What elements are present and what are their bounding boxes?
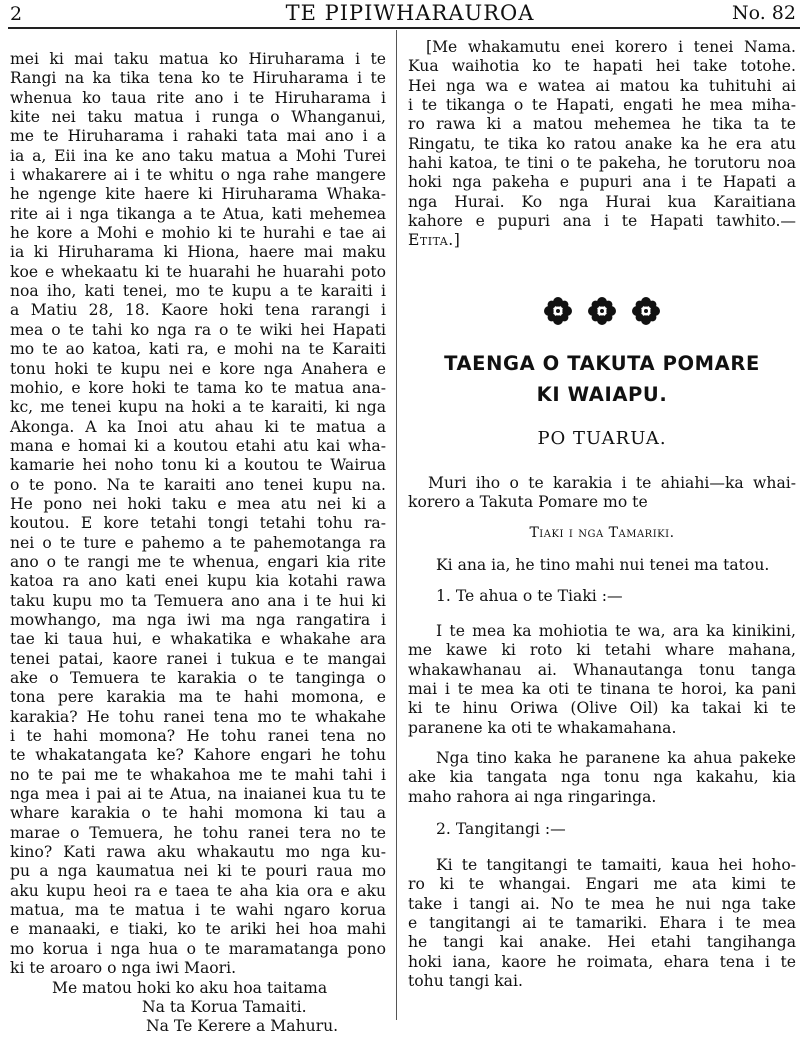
text-line: kino? Kati rawa aku whakautu mo nga ku- xyxy=(10,843,386,862)
text-line: karakia? He tohu ranei tena mo te whakahe xyxy=(10,707,386,726)
text-line: matua, ma te matua i te wahi ngaro korua xyxy=(10,901,386,920)
page-header xyxy=(0,0,806,28)
text-line: kamarie hei noho tonu ki a koutou te Wairua xyxy=(10,456,386,475)
article-subtitle: PO TUARUA. xyxy=(537,428,667,449)
text-line: marae o Temuera, he tohu ranei tera no te xyxy=(10,823,386,842)
text-line: aku kupu heoi ra e taea te aha kia ora e aku xyxy=(10,881,386,900)
issue-number: No. 82 xyxy=(732,2,796,24)
text-line: Hei nga wa e watea ai matou ka tuhituhi ai xyxy=(408,76,796,95)
letter-body xyxy=(10,50,386,979)
flower-ornament-icon xyxy=(587,296,617,326)
text-line: whakawhanau ai. Whanautanga tonu tanga xyxy=(408,660,796,679)
text-line: koutou. E kore tetahi tongi tetahi tohu ra- xyxy=(10,514,386,533)
text-line: nga mea i pai ai te Atua, na inaianei kua tu te xyxy=(10,785,386,804)
text-line: Muri iho o te karakia i te ahiahi—ka whai- xyxy=(428,474,796,492)
text-line: mea o te tahi ko nga ra o te wiki hei Hapati xyxy=(10,320,386,339)
text-line: pu a nga kaumatua nei ki te pouri raua mo xyxy=(10,862,386,881)
text-line: mowhango, ma nga iwi ma nga rangatira i xyxy=(10,610,386,629)
text-line: whenua ko taua rite ano i te Hiruharama i xyxy=(10,88,386,107)
section1-paragraph-2 xyxy=(408,749,796,807)
text-line: tae ki taua hui, e whakatika e whakahe ara xyxy=(10,630,386,649)
text-line: e tangitangi ai te tamariki. Ehara i te mea xyxy=(408,914,796,933)
text-line: ia ki Hiruharama ki Hiona, haere mai maku xyxy=(10,243,386,262)
article-title: TAENGA O TAKUTA POMARE xyxy=(444,352,760,375)
text-line: mana e homai ki a koutou etahi atu kai wha- xyxy=(10,436,386,455)
left-column xyxy=(10,50,386,1037)
signoff-line: Me matou hoki ko aku hoa taitama xyxy=(52,978,328,997)
ornament-row xyxy=(408,296,796,330)
text-line: he kore a Mohi e mohio ki te hurahi e tae ai xyxy=(10,224,386,243)
text-line: mo korua i nga hua o te maramatanga pono xyxy=(10,939,386,958)
intro-statement: Ki ana ia, he tino mahi nui tenei ma tatou. xyxy=(436,556,770,574)
flower-ornament-icon xyxy=(543,296,573,326)
text-line: taku kupu mo ta Temuera ano ana i te hui ki xyxy=(10,591,386,610)
text-line: koe e whekaatu ki te huarahi he huarahi poto xyxy=(10,262,386,281)
topic-heading: Tiaki i nga Tamariki. xyxy=(529,525,675,541)
text-line: e manaaki, e tiaki, ko te ariki hei hoa mahi xyxy=(10,920,386,939)
text-line: ki te aroaro o nga iwi Maori. xyxy=(10,959,237,978)
text-line: nga Hurai. Ko nga Hurai kua Karaitiana xyxy=(408,192,796,211)
text-line: noa iho, kati tenei, mo te kupu a te karaiti i xyxy=(10,282,386,301)
text-line: i te tikanga o te Hapati, engati he mea miha- xyxy=(408,96,796,115)
article-title: KI WAIAPU. xyxy=(536,383,668,406)
text-line: maho rahora ai nga ringaringa. xyxy=(408,787,657,806)
text-line: hahi katoa, te tini o te pakeha, he torutoru noa xyxy=(408,154,796,173)
text-line: Akonga. A ka Inoi atu ahau ki te matua a xyxy=(10,417,386,436)
text-line: mohio, e kore hoki te tama ko te matua ana- xyxy=(10,378,386,397)
text-line: tonu hoki te kupu nei e kore nga Anahera e xyxy=(10,359,386,378)
text-line: ake o Temuera te karakia o te tanginga o xyxy=(10,669,386,687)
text-line: Ki te tangitangi te tamaiti, kaua hei hoho- xyxy=(436,856,796,874)
journal-title: TE PIPIWHARAUROA xyxy=(285,1,535,25)
text-line: tona pere karakia ma te hahi momona, e xyxy=(10,688,386,707)
text-line: ia a, Eii ina ke ano taku matua a Mohi Turei xyxy=(10,146,386,165)
text-line: he tangi kai anake. Hei etahi tangihanga xyxy=(408,933,796,952)
signoff-line: Na Te Kerere a Mahuru. xyxy=(146,1017,339,1036)
text-line: kite nei taku matua i runga o Whanganui, xyxy=(10,108,386,127)
text-line: ake kia tangata nga tonu nga kakahu, kia xyxy=(408,768,796,787)
text-line: i te hahi momona? He tohu ranei tena no xyxy=(10,727,386,746)
text-line: Nga tino kaka he paranene ka ahua pakeke xyxy=(436,749,796,767)
text-line: ki te hinu Oriwa (Olive Oil) ka takai ki te xyxy=(408,699,796,718)
text-line: tenei patai, kaore ranei i tukua e te mangai xyxy=(10,649,386,668)
text-line: korero a Takuta Pomare mo te xyxy=(408,493,648,512)
text-line: ro rawa ki a matou mehemea he tika ta te xyxy=(408,115,796,134)
text-line: Ringatu, te tika ko ratou anake ka he era atu xyxy=(408,134,796,153)
flower-ornament-icon xyxy=(631,296,661,326)
text-line: ano o te rangi me te whenua, engari kia rite xyxy=(10,552,386,571)
text-line: te whakatangata ke? Kahore engari he tohu xyxy=(10,746,386,765)
text-line: mai i te mea ka oti te tinana te horoi, ka pani xyxy=(408,680,796,699)
text-line: me te Hiruharama i rahaki tata mai ano i a xyxy=(10,127,386,146)
text-line: katoa ra ano kati enei kupu kia kotahi rawa xyxy=(10,572,386,591)
text-line: [Me whakamutu enei korero i tenei Nama. xyxy=(426,38,796,56)
editor-note xyxy=(408,38,796,251)
section-heading: 1. Te ahua o te Tiaki :— xyxy=(436,587,623,605)
signoff-line: Na ta Korua Tamaiti. xyxy=(142,997,307,1016)
text-line: nei o te ture e pahemo a te pahemotanga ra xyxy=(10,533,386,552)
text-line: He pono nei hoki taku e mea atu nei ki a xyxy=(10,494,386,513)
text-line: me kawe ki roto ki tetahi whare mahana, xyxy=(408,641,796,660)
text-line: he ngenge kite haere ki Hiruharama Whaka- xyxy=(10,185,386,204)
text-line: mei ki mai taku matua ko Hiruharama i te xyxy=(10,50,386,68)
section1-paragraph xyxy=(408,622,796,738)
editor-signature: Etita.] xyxy=(408,231,461,250)
text-line: Kua waihotia ko te hapati hei take totohe. xyxy=(408,57,796,76)
text-line: ro ki te whangai. Engari me ata kimi te xyxy=(408,875,796,894)
text-line: i whakarere ai i te whitu o nga rahe mangere xyxy=(10,166,386,185)
text-line: Rangi na ka tika tena ko te Hiruharama i te xyxy=(10,69,386,88)
text-line: paranene ka oti te whakamahana. xyxy=(408,718,677,737)
text-line: hoki iana, kaore he roimata, ehara tena i te xyxy=(408,952,796,971)
section2-paragraph xyxy=(408,856,796,991)
text-line: I te mea ka mohiotia te wa, ara ka kinikini, xyxy=(436,622,796,640)
section-heading: 2. Tangitangi :— xyxy=(436,820,566,838)
text-line: whare karakia o te hahi momona ki tau a xyxy=(10,804,386,823)
intro-paragraph xyxy=(408,474,796,513)
text-line: tohu tangi kai. xyxy=(408,972,523,991)
column-divider xyxy=(396,30,397,1020)
text-line: no te pai me te whakahoa me te mahi tahi i xyxy=(10,765,386,784)
text-line: o te pono. Na te karaiti ano tenei kupu na. xyxy=(10,475,386,494)
page-number: 2 xyxy=(10,3,23,25)
text-line: kahore e pupuri ana i te Hapati tawhito.— xyxy=(408,212,796,231)
text-line: kc, me tenei kupu na hoki a te karaiti, ki nga xyxy=(10,398,386,417)
text-line: hoki nga pakeha e pupuri ana i te Hapati a xyxy=(408,173,796,192)
text-line: rite ai i nga tikanga a te Atua, kati mehemea xyxy=(10,204,386,223)
text-line: take i tangi ai. No te mea he nui nga take xyxy=(408,894,796,913)
header-rule xyxy=(8,27,800,29)
text-line: a Matiu 28, 18. Kaore hoki tena rarangi i xyxy=(10,301,386,320)
text-line: mo te ao katoa, kati ra, e mohi na te Karaiti xyxy=(10,340,386,359)
